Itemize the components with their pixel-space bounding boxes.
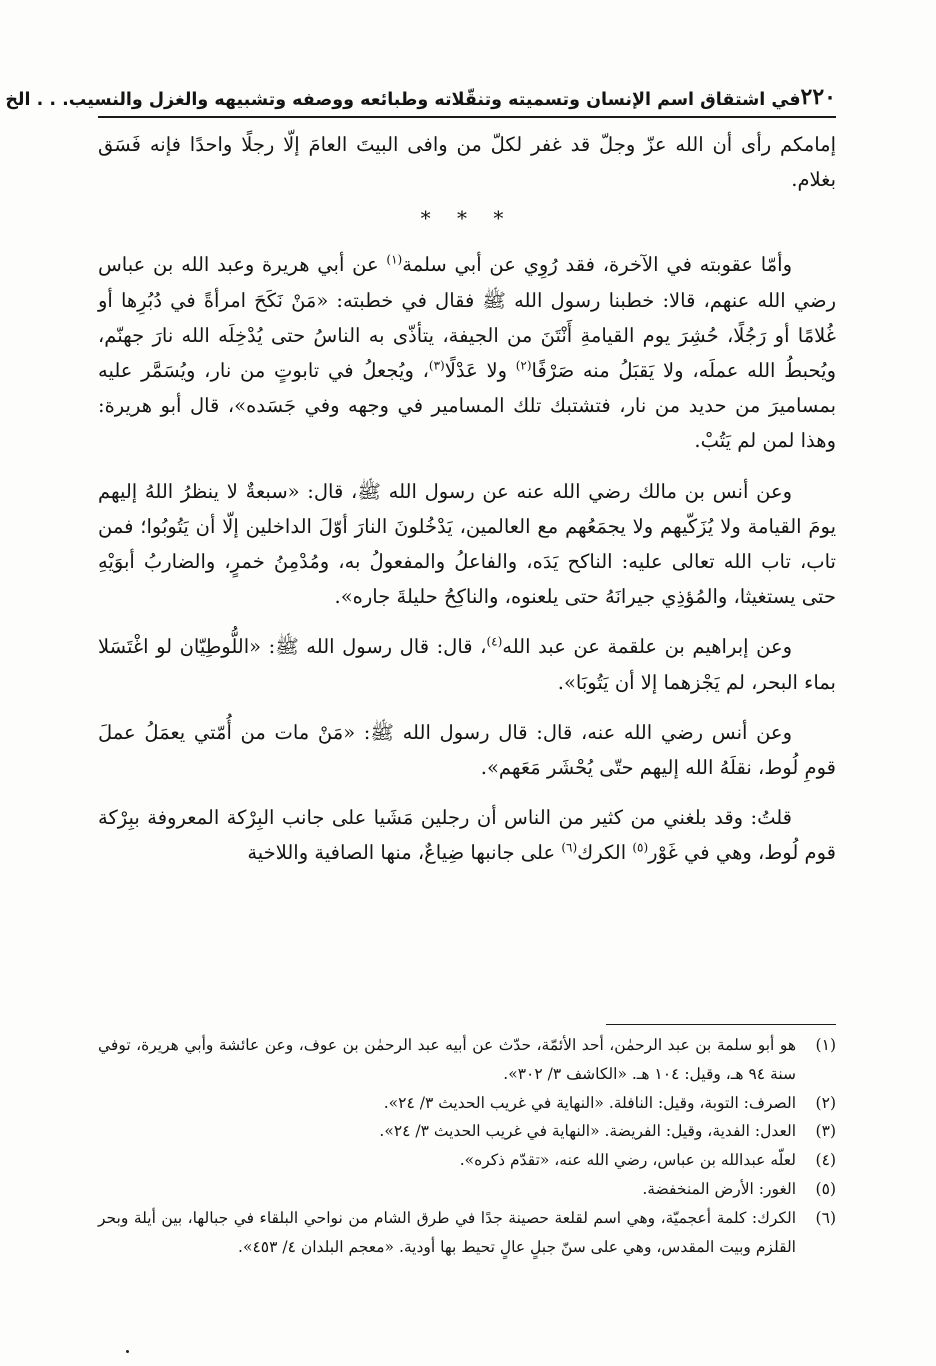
footnote-3 <box>98 1117 836 1146</box>
footnote-number: (٤) <box>815 1151 836 1170</box>
paragraph-6-text: قلتُ: وقد بلغني من كثير من الناس أن رجلين مَشَيا على جانب البِرْكة المعروفة ببِرْكة قوم لُوط، وهي في غَوْر <box>98 806 836 865</box>
footnote-6 <box>98 1204 836 1262</box>
footnote-2 <box>98 1089 836 1118</box>
paragraph-2-text: عن أبي هريرة وعبد الله بن عباس رضي الله عنهم، قالا: خطبنا رسول الله ﷺ فقال في خطبته: «مَنْ نَكَحَ امرأةً في دُبُرِها أو غُلامًا أو رَجُلًا، حُشِرَ يوم القيامةِ أَنْتَنَ من الجيفة، يتأذّى به الناسُ حتى يُدْخِلَه الله نارَ جهنّم، ويُحبطُ الله عملَه، ولا يَقبَلُ منه صَرْفًا <box>98 253 836 383</box>
footnote-ref-5[interactable]: (٥) <box>632 840 649 855</box>
footnote-text: الصرف: التوبة، وقيل: النافلة. «النهاية في غريب الحديث ٣/ ٢٤». <box>383 1093 796 1112</box>
footnote-number: (٦) <box>815 1208 836 1227</box>
paragraph-6-text: الكرك <box>577 841 633 865</box>
footnote-number: (١) <box>815 1036 836 1054</box>
footnote-1 <box>98 1031 836 1089</box>
paragraph-3: وعن أنس بن مالك رضي الله عنه عن رسول الله ﷺ، قال: «سبعةٌ لا ينظرُ اللهُ إليهم يومَ القيامة ولا يُزَكّيهم ولا يجمَعُهم مع العالمين، يَدْخُلونَ النارَ أوّلَ الداخلين إلّا أن يَتُوبُوا؛ فمن تاب، تاب الله تعالى عليه: الناكح يَدَه، والفاعلُ والمفعولُ به، ومُدْمِنُ خمرٍ، والضاربُ أبوَيْهِ حتى يستغيثا، والمُؤذِي جيرانَهُ حتى يلعنوه، والناكِحُ حليلةَ جاره». <box>98 479 836 609</box>
footnote-text: الكرك: كلمة أعجميّة، وهي اسم لقلعة حصينة جدًا في طرق الشام من نواحي البلقاء في جبالها، بين أيلة وبحر القلزم وبيت المقدس، وهي على سنّ جبلٍ عالٍ تحيط بها أودية. «معجم البلدان ٤/ ٤٥٣». <box>98 1208 796 1256</box>
footnote-number: (٥) <box>815 1179 836 1198</box>
scan-speck <box>126 1350 129 1353</box>
paragraph-2-text: ، ويُجعلُ في تابوتٍ من نار، ويُسَمَّر عليه بمساميرَ من حديد من نار، فتشتبك تلك المسامير في وجهه وفي جَسَده»، قال أبو هريرة: وهذا لمن لم يَتُبْ. <box>98 359 836 453</box>
footnote-number: (٢) <box>815 1093 836 1112</box>
header-divider <box>98 116 836 118</box>
footnote-4 <box>98 1146 836 1175</box>
paragraph-2 <box>98 247 836 458</box>
footnote-ref-1[interactable]: (١) <box>386 252 403 267</box>
page-header <box>5 66 836 110</box>
footnote-number: (٣) <box>815 1122 836 1141</box>
section-separator: * * * <box>420 206 514 231</box>
page-number: ٢٢٠ <box>800 84 836 110</box>
running-title: في اشتقاق اسم الإنسان وتسميته وتنقّلاته وطبائعه ووصفه وتشبيهه والغزل والنسيب. . . الخ <box>5 90 801 110</box>
paragraph-6 <box>98 800 836 870</box>
footnote-ref-3[interactable]: (٣) <box>428 358 445 373</box>
footnote-ref-2[interactable]: (٢) <box>515 358 532 373</box>
footnote-divider <box>606 1024 836 1025</box>
paragraph-4 <box>98 629 836 699</box>
paragraph-4-text: وعن إبراهيم بن علقمة عن عبد الله <box>502 635 792 659</box>
footnote-text: العدل: الفدية، وقيل: الفريضة. «النهاية في غريب الحديث ٣/ ٢٤». <box>379 1122 796 1141</box>
footnote-5 <box>98 1175 836 1204</box>
footnote-text: هو أبو سلمة بن عبد الرحمٰن، أحد الأئمّة، حدّث عن أبيه عبد الرحمٰن بن عوف، وعن عائشة وأبي هريرة، توفي سنة ٩٤ هـ، وقيل: ١٠٤ هـ. «الكاشف ٣/ ٣٠٢». <box>98 1036 796 1083</box>
footnote-text: لعلّه عبدالله بن عباس، رضي الله عنه، «تقدّم ذكره». <box>459 1151 796 1170</box>
footnotes <box>98 1031 836 1261</box>
paragraph-1: إمامكم رأى أن الله عزّ وجلّ قد غفر لكلّ من وافى البيتَ العامَ إلّا رجلًا واحدًا فإنه فَسَق بغلام. <box>98 133 836 192</box>
footnote-text: الغور: الأرض المنخفضة. <box>642 1179 796 1198</box>
footnote-ref-6[interactable]: (٦) <box>561 840 578 855</box>
paragraph-2-text: وأمّا عقوبته في الآخرة، فقد رُوِي عن أبي سلمة <box>402 253 793 277</box>
footnote-ref-4[interactable]: (٤) <box>486 634 503 649</box>
paragraph-4-text: ، قال: قال رسول الله ﷺ: «اللُّوطِيّان لو اغْتَسَلا بماء البحر، لم يَجْزهما إلا أن يَتُوبَا». <box>98 635 836 694</box>
paragraph-2-text: ولا عَدْلًا <box>444 359 516 383</box>
paragraph-6-text: على جانبها ضِياعٌ، منها الصافية واللاخية <box>247 841 562 865</box>
paragraph-5: وعن أنس رضي الله عنه، قال: قال رسول الله ﷺ: «مَنْ مات من أُمّتي يعمَلُ عملَ قومِ لُوط، نقلَهُ الله إليهم حتّى يُحْشَر مَعَهم». <box>98 720 836 780</box>
main-text <box>98 127 836 871</box>
